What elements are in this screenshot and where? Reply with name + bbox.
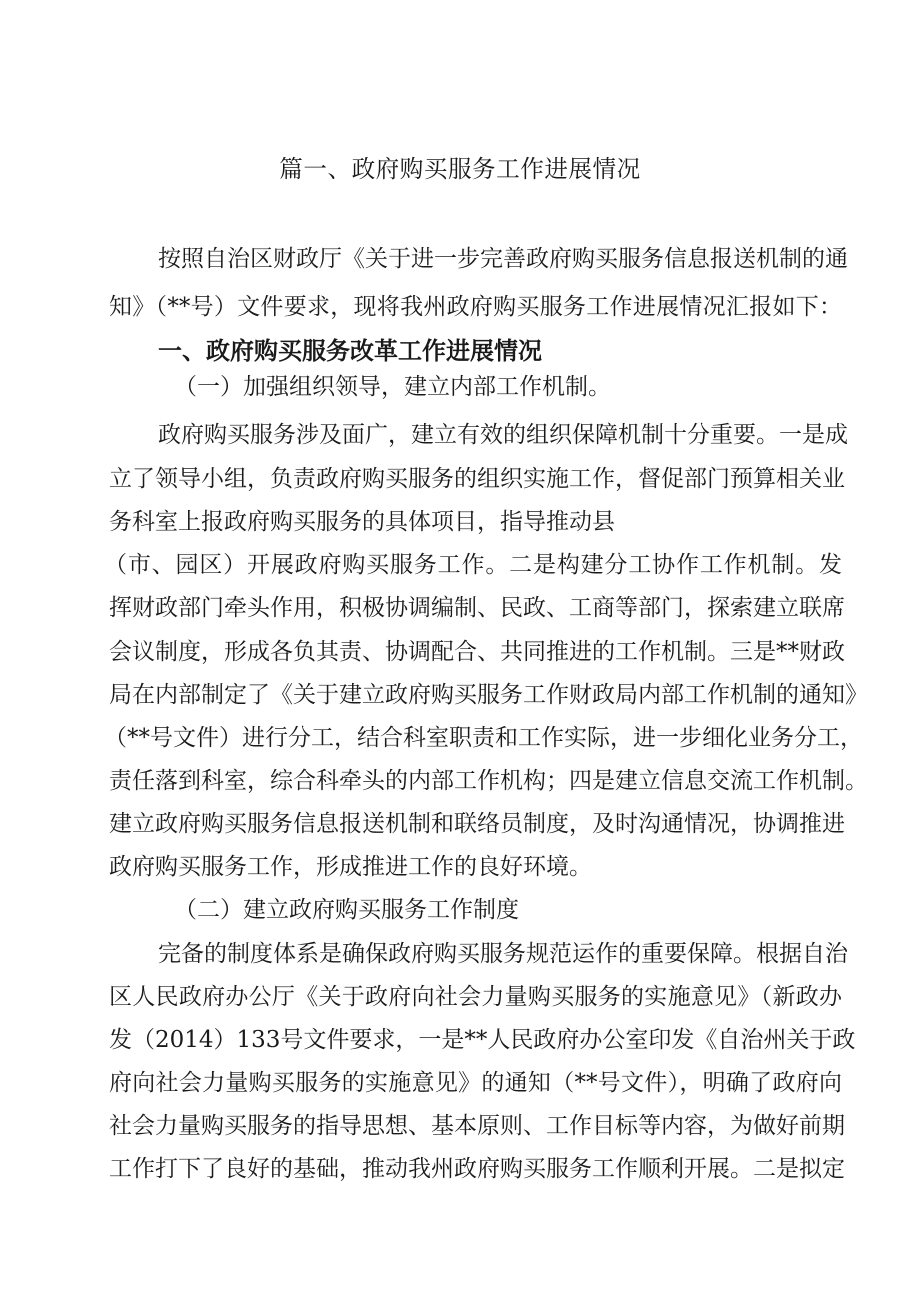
subsection-heading: （一）加强组织领导，建立内部工作机制。	[174, 374, 611, 400]
paragraph-line: 立了领导小组，负责政府购买服务的组织实施工作，督促部门预算相关业	[109, 466, 845, 492]
intro-line: 按照自治区财政厅《关于进一步完善政府购买服务信息报送机制的通	[158, 246, 848, 272]
paragraph-line: 府向社会力量购买服务的实施意见》的通知（**号文件），明确了政府向	[109, 1070, 842, 1096]
paragraph-line: 区人民政府办公厅《关于政府向社会力量购买服务的实施意见》（新政办	[109, 984, 842, 1010]
paragraph-line: 务科室上报政府购买服务的具体项目，指导推动县	[109, 509, 615, 535]
paragraph-line: 挥财政部门牵头作用，积极协调编制、民政、工商等部门，探索建立联席	[109, 595, 845, 621]
paragraph-line: 发（2014）133号文件要求，一是**人民政府办公室印发《自治州关于政	[109, 1027, 856, 1053]
paragraph-line: 政府购买服务涉及面广，建立有效的组织保障机制十分重要。一是成	[158, 422, 848, 448]
paragraph-line: 建立政府购买服务信息报送机制和联络员制度，及时沟通情况，协调推进	[109, 811, 845, 837]
paragraph-line: 完备的制度体系是确保政府购买服务规范运作的重要保障。根据自治	[158, 941, 848, 967]
subsection-heading: （二）建立政府购买服务工作制度	[174, 897, 519, 923]
intro-line: 知》（**号）文件要求，现将我州政府购买服务工作进展情况汇报如下：	[109, 294, 842, 320]
paragraph-line: 局在内部制定了《关于建立政府购买服务工作财政局内部工作机制的通知》	[109, 682, 868, 708]
paragraph-line: 社会力量购买服务的指导思想、基本原则、工作目标等内容，为做好前期	[109, 1113, 845, 1139]
paragraph-line: 会议制度，形成各负其责、协调配合、共同推进的工作机制。三是**财政	[109, 639, 845, 665]
document-title: 篇一、政府购买服务工作进展情况	[279, 155, 641, 183]
section-heading: 一、政府购买服务改革工作进展情况	[158, 337, 542, 365]
paragraph-line: 政府购买服务工作，形成推进工作的良好环境。	[109, 854, 592, 880]
paragraph-line: 责任落到科室，综合科牵头的内部工作机构；四是建立信息交流工作机制。	[109, 768, 868, 794]
paragraph-line: （**号文件）进行分工，结合科室职责和工作实际，进一步细化业务分工，	[104, 725, 863, 751]
paragraph-line: （市、园区）开展政府购买服务工作。二是构建分工协作工作机制。发	[104, 552, 842, 578]
paragraph-line: 工作打下了良好的基础，推动我州政府购买服务工作顺利开展。二是拟定	[109, 1156, 845, 1182]
